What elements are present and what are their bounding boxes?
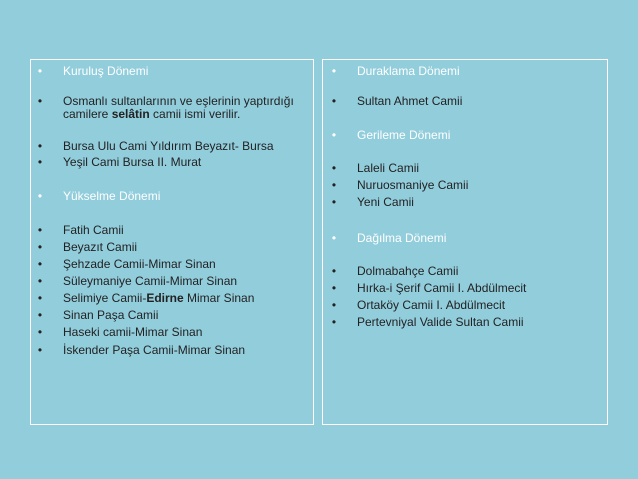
bullet: • [37,189,43,203]
bullet: • [37,274,43,288]
heading-duraklama: • Duraklama Dönemi [329,65,599,78]
bullet: • [37,291,43,305]
heading-yukselme: • Yükselme Dönemi [35,190,305,203]
bullet: • [331,94,337,108]
bullet: • [331,195,337,209]
heading-kurulus: • Kuruluş Dönemi [35,65,305,78]
bullet: • [37,155,43,169]
heading-gerileme: • Gerileme Dönemi [329,129,599,142]
bullet: • [37,223,43,237]
list-item: • Nuruosmaniye Camii [329,179,599,192]
list-item: • Laleli Camii [329,162,599,175]
list-item: • Ortaköy Camii I. Abdülmecit [329,299,599,312]
bullet: • [37,240,43,254]
left-bullet-list [35,60,313,424]
list-item: • Şehzade Camii-Mimar Sinan [35,258,305,271]
list-item: • İskender Paşa Camii-Mimar Sinan [35,344,305,357]
bullet: • [331,298,337,312]
list-item: • Hırka-i Şerif Camii I. Abdülmecit [329,282,599,295]
bullet: • [331,178,337,192]
bullet: • [331,64,337,78]
bullet: • [37,308,43,322]
bullet: • [37,325,43,339]
right-text-box [322,59,608,425]
list-item: • Yeşil Cami Bursa II. Murat [35,156,305,169]
left-text-box [30,59,314,425]
list-item: • Yeni Camii [329,196,599,209]
list-item-selatin-note: • Osmanlı sultanlarının ve eşlerinin yaptırdığı camilere selâtin camii ismi verilir. [35,95,305,121]
list-item: • Sinan Paşa Camii [35,309,305,322]
list-item: • Sultan Ahmet Camii [329,95,599,108]
bullet: • [331,231,337,245]
list-item-selimiye: • Selimiye Camii-Edirne Mimar Sinan [35,292,305,305]
list-item: • Beyazıt Camii [35,241,305,254]
bullet: • [331,161,337,175]
right-bullet-list [329,60,607,424]
bullet: • [331,281,337,295]
heading-dagilma: • Dağılma Dönemi [329,232,599,245]
bullet: • [37,257,43,271]
list-item: • Dolmabahçe Camii [329,265,599,278]
list-item: • Fatih Camii [35,224,305,237]
list-item: • Pertevniyal Valide Sultan Camii [329,316,599,329]
bullet: • [331,315,337,329]
bullet: • [37,64,43,78]
list-item: • Bursa Ulu Cami Yıldırım Beyazıt- Bursa [35,140,305,153]
bullet: • [331,128,337,142]
bullet: • [37,343,43,357]
bullet: • [331,264,337,278]
list-item: • Haseki camii-Mimar Sinan [35,326,305,339]
list-item: • Süleymaniye Camii-Mimar Sinan [35,275,305,288]
bullet: • [37,139,43,153]
bullet: • [37,94,43,108]
